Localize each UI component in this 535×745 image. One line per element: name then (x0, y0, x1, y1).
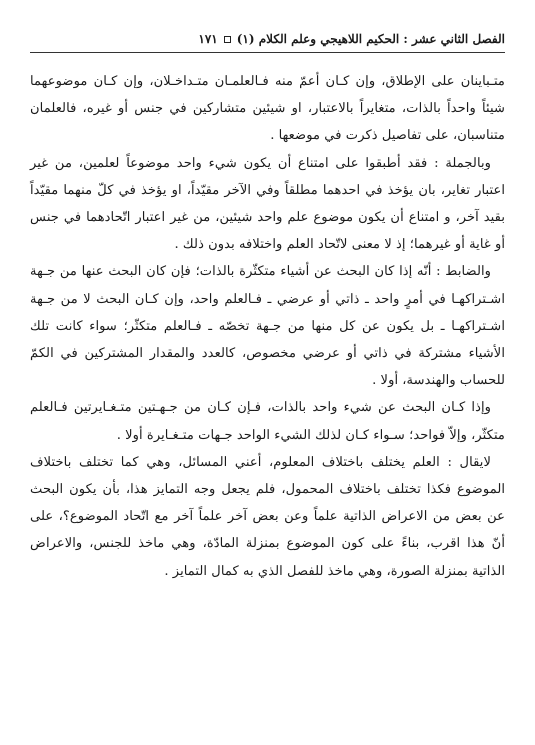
header-rule (30, 52, 505, 53)
paragraph-5: لايقال : العلم يختلف باختلاف المعلوم، أعني المسائل، وهي كما تختلف باختلاف الموضوع فكذا تختلف باختلاف المحمول، فلم يجعل وجه التمايز هذا، بأن يكون البحث عن بعض من الاعراض الذاتية علماً وعن بعض آخر علماً آخر مع اتّحاد الموضوع؟، على أنّ هذا اقرب، بناءً على كون الموضوع بمنزلة المادّة، وهي ماخذ للجنس، والاعراض الذاتية بمنزلة الصورة، وهي ماخذ للفصل الذي به كمال التمايز . (30, 454, 505, 579)
page-body (30, 68, 505, 585)
page-number: ١٧١ (198, 32, 218, 46)
paragraph-4: وإذا كـان البحث عن شيء واحد بالذات، فـإن كـان من جـهـتين متـغـايرتين فـالعلم متكثّر، وإلاّ فواحد؛ سـواء كـان لذلك الشيء الواحد جـهات متـغـايرة أولا . (30, 400, 505, 443)
paragraph-3: والضابط : أنّه إذا كان البحث عن أشياء متكثّرة بالذات؛ فإن كان البحث عنها من جـهة اشـتراكهـا في أمرٍ واحد ـ ذاتي أو عرضي ـ فـالعلم واحد، وإن كـان البحث لا من جـهة اشـتراكهـا ـ بل يكون عن كل منها من جـهة تخصّه ـ فـالعلم متكثّر؛ سواء كانت تلك الأشياء مشتركة في ذاتي أو عرضي مخصوص، كالعدد والمقدار المشتركين في الكمّ للحساب والهندسة، أولا . (30, 264, 505, 389)
paragraph-2: وبالجملة : فقد أطبقوا على امتناع أن يكون شيء واحد موضوعاً لعلمين، من غير اعتبار تغاير، بان يؤخذ في احدهما مطلقاً وفي الآخر مقيّداً، او يؤخذ في كلّ منهما مقيّداً بقيد آخر، و امتناع أن يكون موضوع علم واحد شيئين، من غير اعتبار اتّحادهما في جنس أو غاية أو غيرهما؛ إذ لا معنى لاتّحاد العلم واختلافه بدون ذلك . (30, 155, 505, 253)
paragraph-1: متـباينان على الإطلاق، وإن كـان أعمّ منه فـالعلمـان متـداخـلان، وإن كـان موضوعهما شيئاً واحداً بالذات، متغايراً بالاعتبار، او شيئين متشاركين في جنس أو غيره، فالعلمان متناسبان، على تفاصيل ذكرت في موضعها . (30, 74, 505, 144)
running-header (30, 28, 505, 50)
header-title: الفصل الثاني عشر : الحكيم اللاهيجي وعلم الكلام (١) (236, 32, 505, 46)
square-separator-icon (224, 36, 231, 43)
